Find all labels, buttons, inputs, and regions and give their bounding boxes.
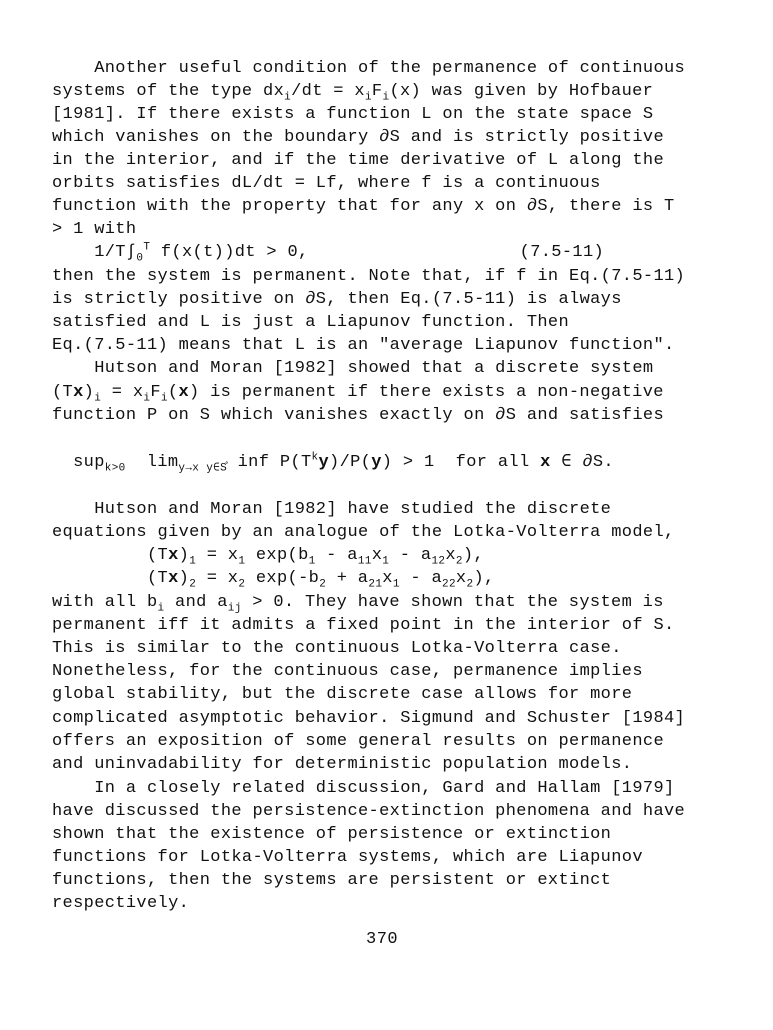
text-line: with all $b_i$ and $a_{ij} > 0$. They have shown that the system is <box>52 593 664 615</box>
text-line: then the system is permanent. Note that, if f in Eq.(7.5-11) <box>52 267 686 286</box>
text-line: sup$_{k>0}$ $\lim_{y\to x y\in S̊}$ inf $P(T^ky)/P(y) > 1$ for all x ∈ ∂S. <box>52 451 614 475</box>
text-line: functions, then the systems are persistent or extinct <box>52 871 612 890</box>
text-line: Eq.(7.5-11) means that L is an "average Liapunov function". <box>52 336 675 355</box>
text-line: $(Tx)_1 = x_1$ $\exp(b_1 - a_{11}x_1 - a_{12}x_2)$, <box>52 546 484 568</box>
text-line: respectively. <box>52 894 190 913</box>
text-line: orbits satisfies dL/dt = Lf, where f is a continuous <box>52 174 601 193</box>
text-line: [1981]. If there exists a function L on the state space S <box>52 105 654 124</box>
text-line: $(Tx)_i = x_iF_i(x)$ is permanent if there exists a non-negative <box>52 383 664 405</box>
text-line: $1/T\int_0^T$ f(x(t))dt > 0, (7.5-11) <box>52 241 605 265</box>
text-line: offers an exposition of some general results on permanence <box>52 732 664 751</box>
page-number: 370 <box>366 930 399 949</box>
text-line: Nonetheless, for the continuous case, permanence implies <box>52 662 643 681</box>
text-line: in the interior, and if the time derivative of L along the <box>52 151 664 170</box>
text-line: $(Tx)_2 = x_2$ $\exp(-b_2 + a_{21}x_1 - a_{22}x_2)$, <box>52 569 495 591</box>
text-line: global stability, but the discrete case allows for more <box>52 685 633 704</box>
text-line: functions for Lotka-Volterra systems, which are Liapunov <box>52 848 643 867</box>
text-line: and uninvadability for deterministic population models. <box>52 755 633 774</box>
text-line: satisfied and L is just a Liapunov function. Then <box>52 313 570 332</box>
text-line: This is similar to the continuous Lotka-Volterra case. <box>52 639 622 658</box>
text-line: Hutson and Moran [1982] showed that a discrete system <box>52 359 654 378</box>
text-line: function with the property that for any x on ∂S, there is T <box>52 197 675 216</box>
text-line: have discussed the persistence-extinction phenomena and have <box>52 802 686 821</box>
text-line: equations given by an analogue of the Lotka-Volterra model, <box>52 523 675 542</box>
text-line: systems of the type $dx_i/dt = x_iF_i(x)$ was given by Hofbauer <box>52 82 654 104</box>
text-line: > 1 with <box>52 220 137 239</box>
text-line: Hutson and Moran [1982] have studied the discrete <box>52 500 612 519</box>
text-line: complicated asymptotic behavior. Sigmund and Schuster [1984] <box>52 709 686 728</box>
text-line: function P on S which vanishes exactly on ∂S and satisfies <box>52 406 664 425</box>
text-line: In a closely related discussion, Gard and Hallam [1979] <box>52 779 675 798</box>
text-line: shown that the existence of persistence or extinction <box>52 825 612 844</box>
text-line: Another useful condition of the permanence of continuous <box>52 59 686 78</box>
text-line: permanent iff it admits a fixed point in the interior of S. <box>52 616 675 635</box>
text-line: which vanishes on the boundary ∂S and is strictly positive <box>52 128 664 147</box>
text-line: is strictly positive on ∂S, then Eq.(7.5-11) is always <box>52 290 622 309</box>
